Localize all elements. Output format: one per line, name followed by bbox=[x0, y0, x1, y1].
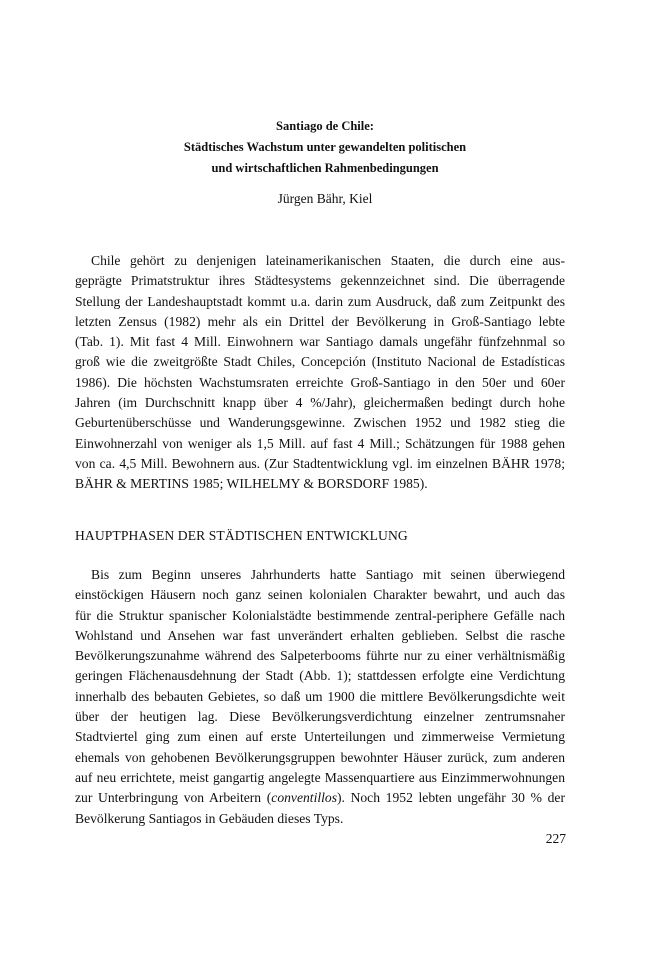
section-text-line: geringen Flächenausdehnung der Stadt (Abb. 1); stattdessen erfolgte eine Verdichtung bbox=[75, 668, 565, 684]
title-line-1: Santiago de Chile: bbox=[276, 119, 374, 133]
section-heading: HAUPTPHASEN DER STÄDTISCHEN ENTWICKLUNG bbox=[75, 528, 408, 543]
section-text-line: zur Unterbringung von Arbeitern (conventillos). Noch 1952 lebten ungefähr 30 % der bbox=[75, 790, 565, 806]
section-text-line: Bis zum Beginn unseres Jahrhunderts hatte Santiago mit seinen überwiegend bbox=[91, 567, 565, 582]
intro-text-line: Jahren (im Durchschnitt knapp über 4 %/Jahr), gleichermaßen bedingt durch hohe bbox=[75, 395, 565, 411]
page-number: 227 bbox=[545, 831, 566, 846]
intro-text-line: Geburtenüberschüsse und Wanderungsgewinne. Zwischen 1952 und 1982 stieg die bbox=[75, 415, 565, 431]
section-text-line: Bevölkerungszunahme während des Salpeterbooms führte nur zu einer verhältnismäßig bbox=[75, 648, 565, 664]
section-text-line: auf neu errichtete, meist gangartig angelegte Massenquartiere aus Einzimmerwohnungen bbox=[75, 769, 565, 785]
section-text-line: ehemals von gehobenen Bevölkerungsgruppen bewohnter Häuser zurück, zum anderen bbox=[75, 749, 565, 765]
title-line-2: Städtisches Wachstum unter gewandelten politischen bbox=[183, 140, 467, 154]
intro-text-line: Stellung der Landeshauptstadt kommt u.a. darin zum Ausdruck, daß zum Zeitpunkt des bbox=[75, 293, 565, 309]
section-text-line: Stadtviertel ging zum einen auf erste Unterteilungen und zimmerweise Vermietung bbox=[75, 729, 565, 745]
section-text-line: Bevölkerung Santiagos in Gebäuden dieses Typs. bbox=[75, 810, 344, 826]
section-paragraph bbox=[75, 565, 565, 829]
intro-text-line: geprägte Primatstruktur ihres Städtesystems gekennzeichnet sind. Die überragende bbox=[75, 273, 565, 289]
intro-paragraph bbox=[75, 251, 565, 495]
intro-text-line: BÄHR & MERTINS 1985; WILHELMY & BORSDORF 1985). bbox=[75, 476, 428, 492]
italic-term: conventillos bbox=[271, 790, 337, 806]
section-text-line: innerhalb des bebauten Gebietes, so daß um 1900 die mittlere Bevölkerungsdichte weit bbox=[75, 688, 565, 704]
paper-title bbox=[0, 116, 650, 179]
section-text-line: einstöckigen Häusern noch ganz seinen kolonialen Charakter bewahrt, und auch das bbox=[75, 587, 565, 603]
intro-text-line: Einwohnerzahl von weniger als 1,5 Mill. auf fast 4 Mill.; Schätzungen für 1988 gehen bbox=[75, 435, 565, 451]
title-line-3: und wirtschaftlichen Rahmenbedingungen bbox=[211, 161, 439, 175]
intro-text-line: (Tab. 1). Mit fast 4 Mill. Einwohnern war Santiago damals ungefähr fünfzehnmal so bbox=[75, 334, 565, 350]
intro-text-line: Chile gehört zu denjenigen lateinamerikanischen Staaten, die durch eine aus- bbox=[91, 253, 565, 268]
intro-text-line: groß wie die zweitgrößte Stadt Chiles, Concepción (Instituto Nacional de Estadísticas bbox=[75, 354, 565, 370]
author-line: Jürgen Bähr, Kiel bbox=[277, 191, 373, 206]
intro-text-line: 1986). Die höchsten Wachstumsraten erreichte Groß-Santiago in den 50er und 60er bbox=[75, 374, 565, 390]
section-text-line: über der heutigen lag. Diese Bevölkerungsverdichtung einzelner zentrumsnaher bbox=[75, 709, 565, 725]
intro-text-line: von ca. 4,5 Mill. Bewohnern aus. (Zur Stadtentwicklung vgl. im einzelnen BÄHR 1978; bbox=[75, 455, 565, 471]
section-text-line: für die Struktur spanischer Kolonialstädte bestimmende zentral-periphere Gefälle nach bbox=[75, 607, 565, 623]
section-text-line: Wohlstand und Ansehen war fast unverändert erhalten geblieben. Selbst die rasche bbox=[75, 627, 565, 643]
intro-text-line: letzten Zensus (1982) mehr als ein Drittel der Bevölkerung in Groß-Santiago lebte bbox=[75, 313, 565, 329]
